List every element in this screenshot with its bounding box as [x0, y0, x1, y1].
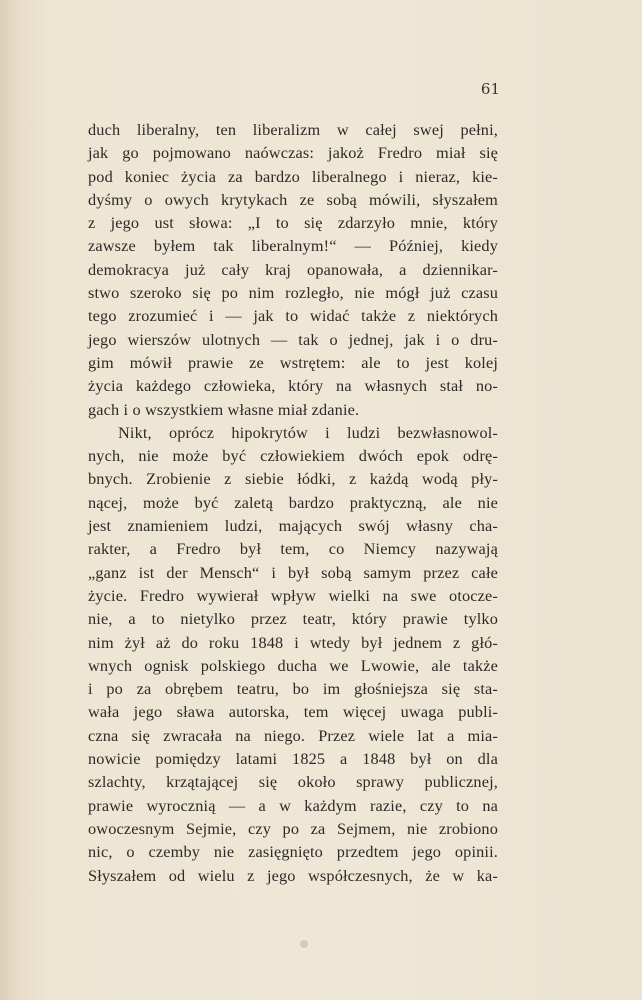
text-line: dyśmy o owych krytykach ze sobą mówili, słyszałem	[88, 189, 498, 209]
body-text	[88, 118, 498, 887]
text-line: Słyszałem od wielu z jego współczesnych, że w ka-	[88, 865, 498, 885]
text-line: z jego ust słowa: „I to się zdarzyło mnie, który	[88, 213, 498, 233]
text-line: bnych. Zrobienie z siebie łódki, z każdą wodą pły-	[88, 469, 498, 489]
text-line: gach i o wszystkiem własne miał zdanie.	[88, 399, 360, 419]
page-number: 61	[480, 80, 500, 98]
text-line: nic, o czemby nie zasięgnięto przedtem jego opinii.	[88, 842, 498, 862]
text-line: nowicie pomiędzy latami 1825 a 1848 był on dla	[88, 749, 498, 769]
text-line: czna się zwracała na niego. Przez wiele lat a mia-	[88, 725, 498, 745]
text-line: „ganz ist der Mensch“ i był sobą samym przez całe	[88, 562, 498, 582]
text-line: rakter, a Fredro był tem, co Niemcy nazywają	[88, 539, 498, 559]
text-line: stwo szeroko się po nim rozległo, nie mógł już czasu	[88, 283, 498, 303]
text-line: życia każdego człowieka, który na własnych stał no-	[88, 376, 498, 396]
text-line: prawie wyrocznią — a w każdym razie, czy to na	[88, 795, 498, 815]
text-line: nim żył aż do roku 1848 i wtedy był jednem z głó-	[88, 632, 498, 652]
text-line: gim mówił prawie ze wstrętem: ale to jest kolej	[88, 352, 498, 372]
text-line: tego zrozumieć i — jak to widać także z niektórych	[88, 306, 498, 326]
text-line: duch liberalny, ten liberalizm w całej swej pełni,	[88, 120, 498, 139]
text-line: nych, nie może być człowiekiem dwóch epok odrę-	[88, 446, 498, 466]
text-line: wała jego sława autorska, tem więcej uwaga publi-	[88, 702, 498, 722]
text-line: zawsze byłem tak liberalnym!“ — Później, kiedy	[88, 236, 498, 256]
text-line: szlachty, krzątającej się około sprawy publicznej,	[88, 772, 498, 792]
text-line: jest znamieniem ludzi, mających swój własny cha-	[88, 516, 498, 536]
text-line: demokracya już cały kraj opanowała, a dziennikar-	[88, 259, 498, 279]
text-line: Nikt, oprócz hipokrytów i ludzi bezwłasnowol-	[118, 422, 498, 442]
text-line: i po za obrębem teatru, bo im głośniejsza się sta-	[88, 679, 498, 699]
text-line: nie, a to nietylko przez teatr, który prawie tylko	[88, 609, 498, 629]
paper-speck	[300, 940, 308, 948]
text-line: jak go pojmowano naówczas: jakoż Fredro miał się	[88, 143, 498, 163]
text-line: pod koniec życia za bardzo liberalnego i nieraz, kie-	[88, 166, 498, 186]
text-line: owoczesnym Sejmie, czy po za Sejmem, nie zrobiono	[88, 818, 498, 838]
text-line: życie. Fredro wywierał wpływ wielki na swe otocze-	[88, 585, 498, 605]
text-line: wnych ognisk polskiego ducha we Lwowie, ale także	[88, 655, 498, 675]
text-line: jego wierszów ulotnych — tak o jednej, jak i o dru-	[88, 329, 498, 349]
text-line: nącej, może być zaletą bardzo praktyczną, ale nie	[88, 492, 498, 512]
